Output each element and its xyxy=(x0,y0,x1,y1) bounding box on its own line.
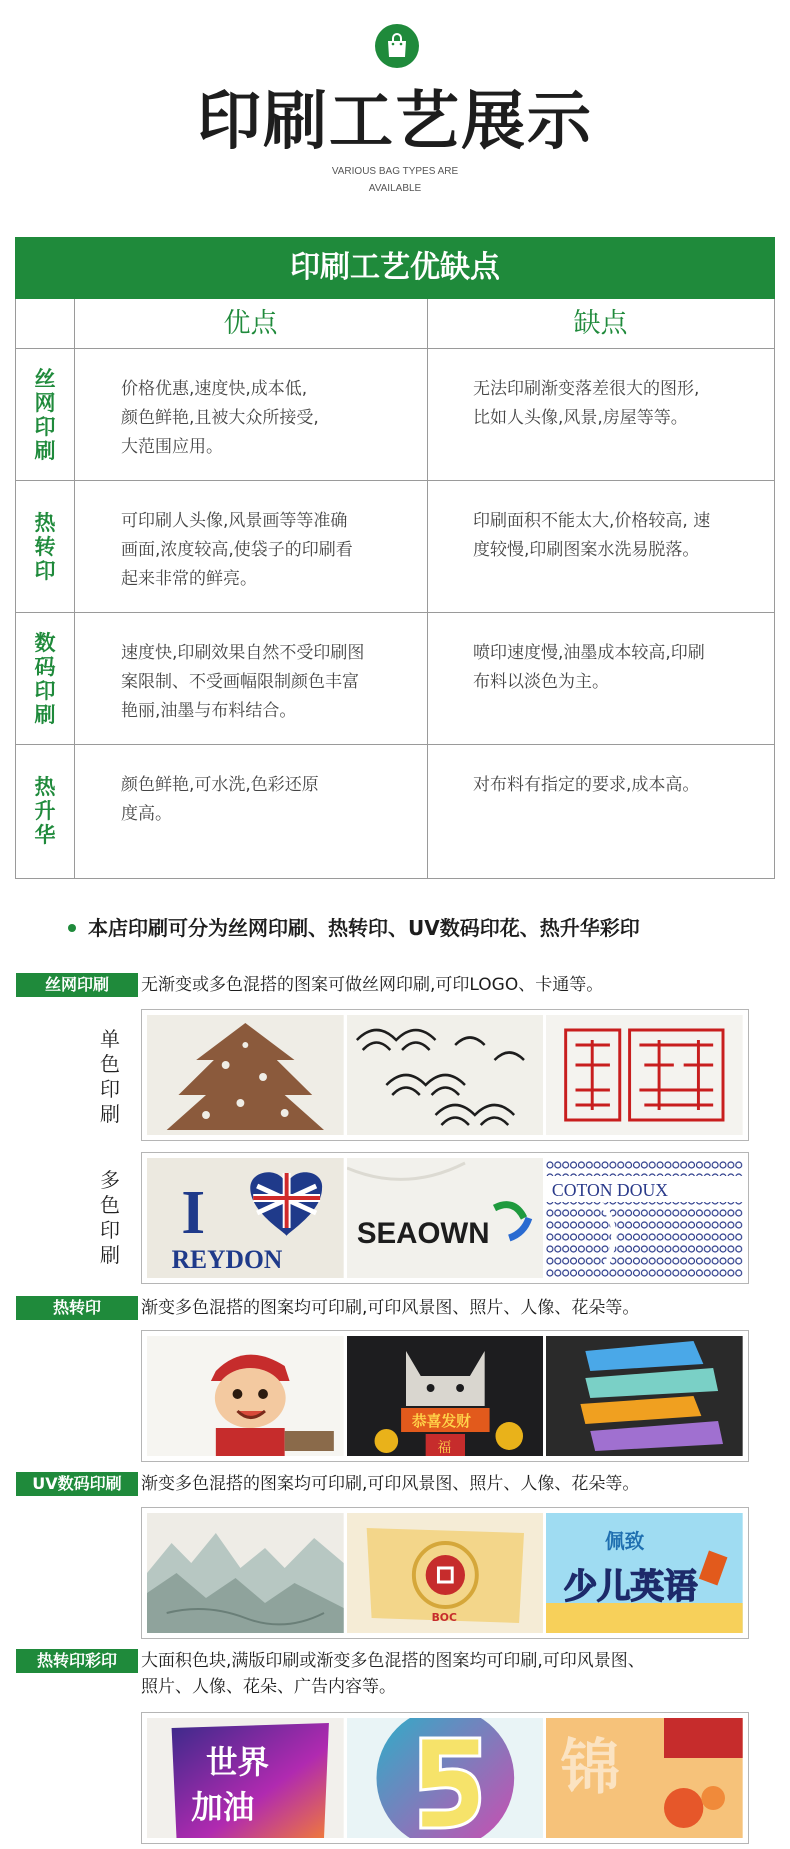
row-label: 热转印 xyxy=(34,510,56,583)
photo-english-kids xyxy=(546,1513,743,1633)
comparison-table xyxy=(15,237,775,879)
photo-number-five xyxy=(347,1718,544,1838)
section-desc-heat-transfer: 渐变多色混搭的图案均可印刷,可印风景图、照片、人像、花朵等。 xyxy=(141,1298,640,1318)
table-header-row xyxy=(16,299,774,349)
single-color-label: 单色印刷 xyxy=(100,1027,120,1126)
column-header-pros: 优点 xyxy=(223,308,278,339)
comparison-title: 印刷工艺优缺点 xyxy=(15,237,775,299)
bullet-dot-icon xyxy=(68,924,76,932)
page-title: 印刷工艺展示 xyxy=(197,85,593,159)
photo-ink-landscape xyxy=(147,1513,344,1633)
photo-strip-heat-transfer xyxy=(141,1330,749,1462)
boc-text: BOC xyxy=(431,1610,457,1625)
cons-cell: 喷印速度慢,油墨成本较高,印刷 布料以淡色为主。 xyxy=(473,643,705,692)
section-tag-sublimation: 热转印彩印 xyxy=(16,1649,138,1673)
photo-christmas-tree xyxy=(147,1015,344,1135)
section-tag-screen: 丝网印刷 xyxy=(16,973,138,997)
section-desc-screen: 无渐变或多色混搭的图案可做丝网印刷,可印LOGO、卡通等。 xyxy=(141,975,604,995)
multi-color-label: 多色印刷 xyxy=(100,1168,120,1267)
pros-cell: 颜色鲜艳,可水洗,色彩还原 度高。 xyxy=(121,775,319,824)
pros-cell: 速度快,印刷效果自然不受印刷图 案限制、不受画幅限制颜色丰富 艳丽,油墨与布料结合。 xyxy=(121,643,365,721)
photo-strip-multi-color xyxy=(141,1152,749,1284)
shaoer-text: 少儿英语 xyxy=(564,1566,698,1607)
pros-cell: 价格优惠,速度快,成本低, 颜色鲜艳,且被大众所接受, 大范围应用。 xyxy=(121,379,319,457)
photo-red-seal xyxy=(546,1015,743,1135)
jin-text: 锦 xyxy=(561,1733,621,1804)
table-row xyxy=(16,613,774,745)
photo-jin-flower xyxy=(546,1718,743,1838)
photo-strip-uv xyxy=(141,1507,749,1639)
shopping-bag-icon xyxy=(375,24,419,68)
row-label: 丝网印刷 xyxy=(34,366,56,463)
pros-cell: 可印刷人头像,风景画等等准确 画面,浓度较高,使袋子的印刷看 起来非常的鲜亮。 xyxy=(121,511,353,589)
photo-cartoon-boy xyxy=(147,1336,344,1456)
photo-lucky-cat xyxy=(347,1336,544,1456)
photo-coton-doux-bag xyxy=(546,1158,743,1278)
photo-world-cheer xyxy=(147,1718,344,1838)
cons-cell: 对布料有指定的要求,成本高。 xyxy=(473,775,700,795)
summary-line: 本店印刷可分为丝网印刷、热转印、UV数码印花、热升华彩印 xyxy=(68,912,640,941)
section-desc-sublimation: 大面积色块,满版印刷或渐变多色混搭的图案均可印刷,可印风景图、 照片、人像、花朵、广告内容等。 xyxy=(141,1651,645,1697)
row-label: 数码印刷 xyxy=(34,630,56,727)
photo-strip-sublimation xyxy=(141,1712,749,1844)
cons-cell: 无法印刷渐变落差很大的图形, 比如人头像,风景,房屋等等。 xyxy=(473,379,700,428)
table-row xyxy=(16,349,774,481)
photo-wave-pattern xyxy=(347,1015,544,1135)
section-tag-uv: UV数码印刷 xyxy=(16,1472,138,1496)
photo-strip-single-color xyxy=(141,1009,749,1141)
page-header xyxy=(0,0,790,220)
cons-cell: 印刷面积不能太大,价格较高, 速 度较慢,印刷图案水洗易脱落。 xyxy=(473,511,711,560)
pengzhi-text: 佩致 xyxy=(605,1529,645,1554)
photo-seaown-bag xyxy=(347,1158,544,1278)
section-tag-heat-transfer: 热转印 xyxy=(16,1296,138,1320)
shijie-text: 世界 xyxy=(206,1744,269,1782)
coton-doux-text: COTON DOUX xyxy=(552,1179,669,1201)
page-subtitle: VARIOUS BAG TYPES ARE AVAILABLE xyxy=(331,166,459,194)
photo-boc-bag xyxy=(347,1513,544,1633)
table-row xyxy=(16,481,774,613)
gongxi-text: 恭喜发财 xyxy=(411,1411,471,1431)
fu-text: 福 xyxy=(437,1439,451,1456)
row-label: 热升华 xyxy=(34,774,56,847)
seaown-text: SEAOWN xyxy=(356,1216,490,1251)
jiayou-text: 加油 xyxy=(191,1789,255,1827)
table-row xyxy=(16,745,774,877)
reydon-i-text: I xyxy=(181,1178,206,1248)
reydon-text: REYDON xyxy=(171,1244,283,1275)
photo-reydon-bag xyxy=(147,1158,344,1278)
photo-color-swatches xyxy=(546,1336,743,1456)
column-header-cons: 缺点 xyxy=(573,308,628,339)
section-desc-uv: 渐变多色混搭的图案均可印刷,可印风景图、照片、人像、花朵等。 xyxy=(141,1474,640,1494)
